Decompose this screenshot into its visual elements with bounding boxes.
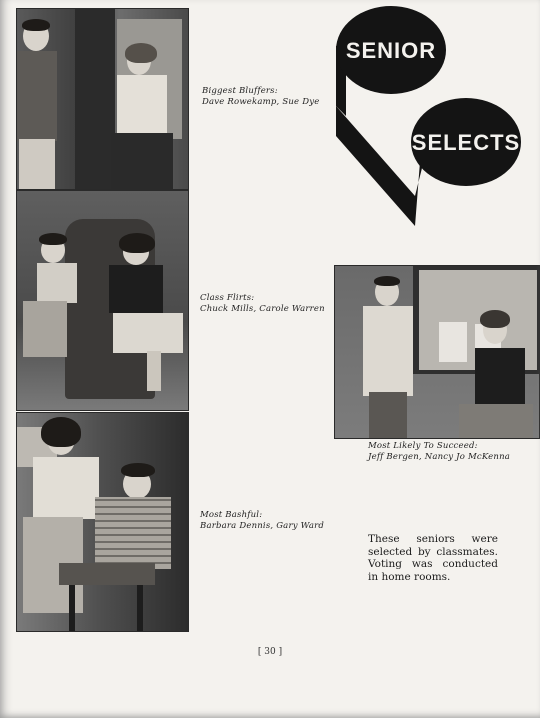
page-number: [ 30 ]	[257, 647, 283, 657]
senior-selects-banner	[330, 6, 530, 234]
caption-names: Barbara Dennis, Gary Ward	[200, 521, 324, 531]
caption-most-likely-to-succeed	[368, 441, 510, 463]
caption-title: Most Bashful:	[200, 510, 263, 520]
selection-note: These seniors were selected by classmates. Voting was conducted in home rooms.	[368, 533, 498, 583]
caption-names: Jeff Bergen, Nancy Jo McKenna	[368, 452, 511, 462]
banner-word-senior: SENIOR	[345, 38, 437, 63]
caption-most-bashful	[200, 510, 324, 532]
banner-word-selects: SELECTS	[411, 130, 521, 155]
banner-ribbon	[336, 106, 415, 226]
caption-title: Most Likely To Succeed:	[368, 441, 478, 451]
photo-most-bashful	[16, 412, 189, 632]
caption-title: Class Flirts:	[200, 293, 255, 303]
photo-biggest-bluffers	[16, 8, 189, 190]
photo-class-flirts	[16, 190, 189, 411]
caption-title: Biggest Bluffers:	[202, 86, 278, 96]
caption-class-flirts	[200, 293, 325, 315]
caption-names: Chuck Mills, Carole Warren	[200, 304, 325, 314]
photo-most-likely-to-succeed	[334, 265, 540, 439]
caption-names: Dave Rowekamp, Sue Dye	[202, 97, 320, 107]
caption-biggest-bluffers	[202, 86, 319, 108]
